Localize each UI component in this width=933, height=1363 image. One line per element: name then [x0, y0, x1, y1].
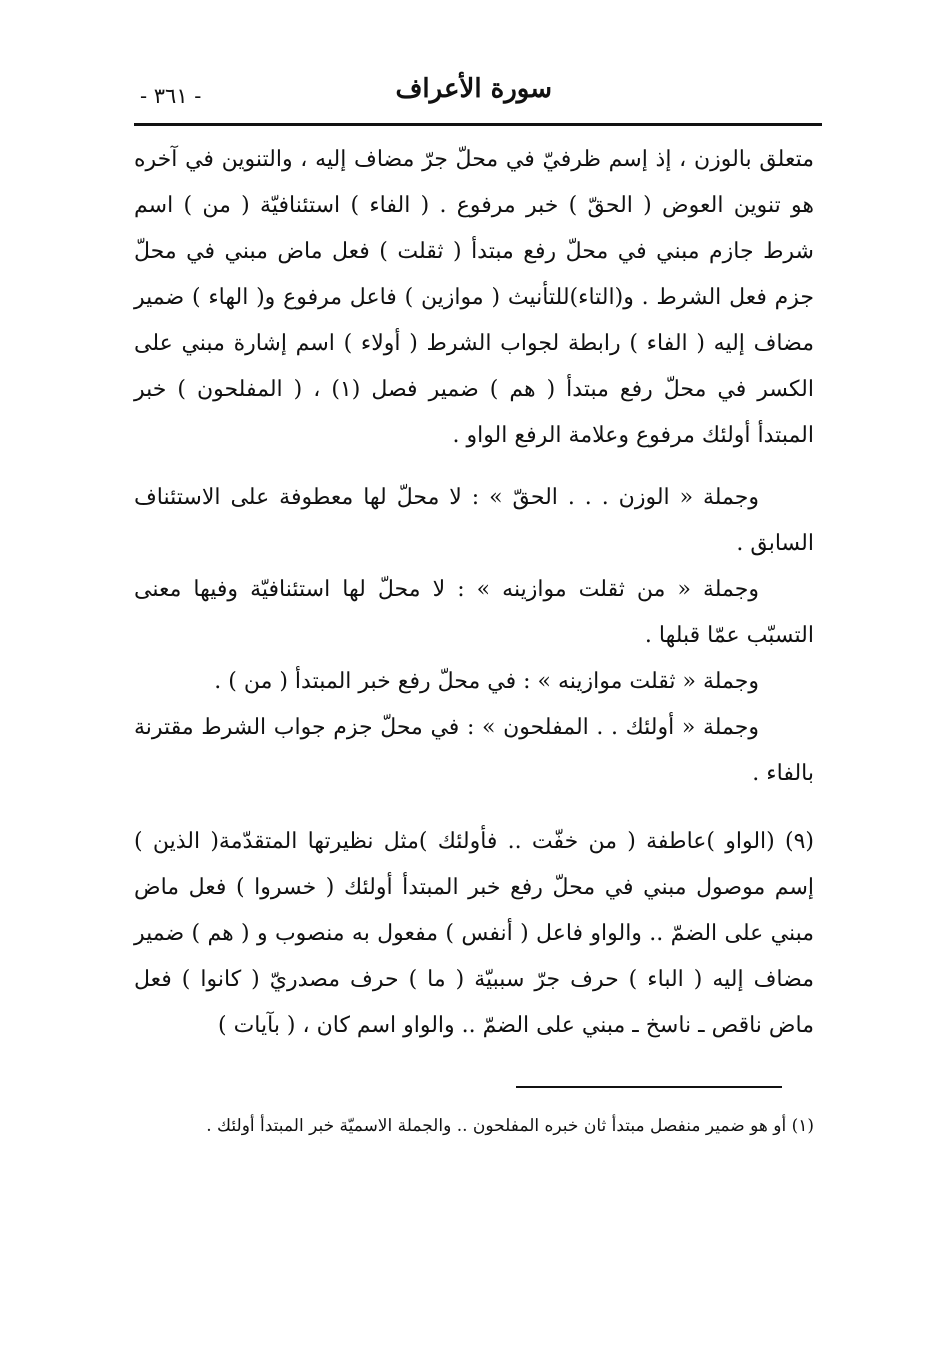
paragraph-verse-9: (٩) (الواو )عاطفة ( من خفّت .. فأولئك )مثل نظيرتها المتقدّمة( الذين ) إسم موصول مبني في محلّ رفع خبر المبتدأ أولئك ( خسروا ) فعل ماض مبني على الضمّ .. والواو فاعل ( أنفس ) مفعول به منصوب و ( هم ) ضمير مضاف إليه ( الباء ) حرف جرّ سببيّة ( ما ) حرف مصدريّ ( كانوا ) فعل ماض ناقص ـ ناسخ ـ مبني على الضمّ .. والواو اسم كان ، ( بآيات )	[134, 829, 814, 1038]
header-divider	[134, 123, 822, 126]
paragraph-sentence-heavy-scales: وجملة « من ثقلت موازينه » : لا محلّ لها استئنافيّة وفيها معنى التسبّب عمّا قبلها .	[134, 577, 814, 648]
paragraph-parsing-continued: متعلق بالوزن ، إذ إسم ظرفيّ في محلّ جرّ مضاف إليه ، والتنوين في آخره هو تنوين العوض ( الحقّ ) خبر مرفوع . ( الفاء ) استئنافيّة ( من ) اسم شرط جازم مبني في محلّ رفع مبتدأ ( ثقلت ) فعل ماض مبني في محلّ جزم فعل الشرط . و(التاء)للتأنيث ( موازين ) فاعل مرفوع و( الهاء ) ضمير مضاف إليه ( الفاء ) رابطة لجواب الشرط ( أولاء ) اسم إشارة مبني على الكسر في محلّ رفع مبتدأ ( هم ) ضمير فصل (١) ، ( المفلحون ) خبر المبتدأ أولئك مرفوع وعلامة الرفع الواو .	[134, 147, 814, 448]
paragraph-sentence-successful: وجملة « أولئك . . المفلحون » : في محلّ جزم جواب الشرط مقترنة بالفاء .	[134, 715, 814, 786]
footnote: (١) أو هو ضمير منفصل مبتدأ ثان خبره المفلحون .. والجملة الاسميّة خبر المبتدأ أولئك .	[206, 1116, 814, 1136]
main-text	[134, 137, 814, 1049]
surah-title: سورة الأعراف	[395, 74, 552, 104]
paragraph-sentence-weighing: وجملة « الوزن . . . الحقّ » : لا محلّ لها معطوفة على الاستئناف السابق .	[134, 485, 814, 556]
footnote-divider	[516, 1086, 782, 1088]
paragraph-sentence-scales: وجملة « ثقلت موازينه » : في محلّ رفع خبر المبتدأ ( من ) .	[214, 669, 759, 694]
page-number: - ٣٦١ -	[140, 84, 202, 108]
page-header	[134, 70, 822, 122]
